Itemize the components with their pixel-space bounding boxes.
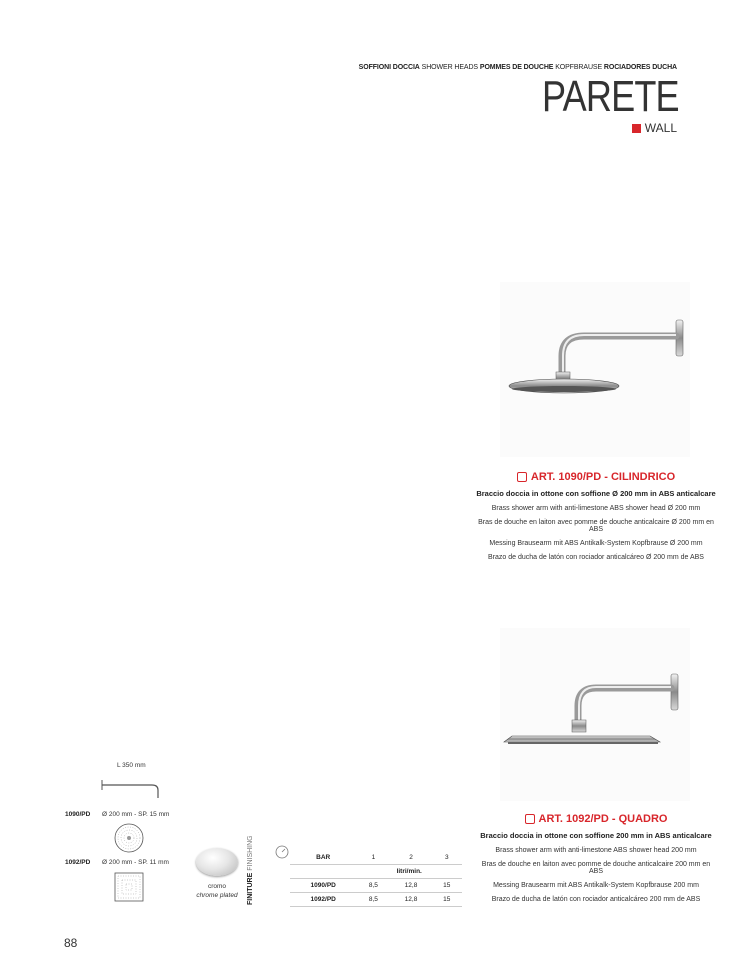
table-row [290, 893, 462, 907]
arm-length-label: L 350 mm [117, 762, 146, 769]
flow-rate-table [290, 851, 462, 907]
page-number: 88 [64, 936, 78, 950]
desc-it: Braccio doccia in ottone con soffione Ø 200 mm in ABS anticalcare [476, 489, 716, 498]
category-it: SOFFIONI DOCCIA [358, 64, 420, 71]
product-1092 [476, 813, 716, 903]
desc-de: Messing Brausearm mit ABS Antikalk-System Kopfbrause Ø 200 mm [489, 540, 703, 547]
square-head-drawing-icon [114, 872, 144, 902]
finish-label-en: FINISHING [247, 835, 254, 871]
table-header-cell: 2 [390, 851, 431, 865]
finish-vertical-label [247, 835, 254, 905]
chrome-swatch [196, 848, 238, 876]
category-fr: POMMES DE DOUCHE [479, 64, 554, 71]
table-cell: 8,5 [356, 879, 390, 893]
category-es: ROCIADORES DUCHA [603, 64, 677, 71]
checkbox-icon [525, 814, 535, 824]
table-cell: 12,8 [390, 893, 431, 907]
table-cell: 15 [432, 879, 462, 893]
product-1090 [476, 471, 716, 561]
desc-es: Brazo de ducha de latón con rociador anticalcáreo 200 mm de ABS [491, 896, 701, 903]
desc-de: Messing Brausearm mit ABS Antikalk-System Kopfbrause 200 mm [493, 882, 699, 889]
desc-es: Brazo de ducha de latón con rociador anticalcáreo Ø 200 mm de ABS [488, 554, 704, 561]
art-code: ART. 1090/PD - CILINDRICO [530, 471, 676, 483]
item-code-1092: 1092/PD [65, 859, 91, 866]
table-cell: 8,5 [356, 893, 390, 907]
art-code: ART. 1092/PD - QUADRO [538, 813, 668, 825]
table-header-cell: BAR [290, 851, 356, 865]
table-header-cell: 3 [432, 851, 462, 865]
category-header [359, 64, 677, 71]
art-title [476, 471, 716, 483]
table-cell: 12,8 [390, 879, 431, 893]
table-cell: 1092/PD [290, 893, 356, 907]
desc-it: Braccio doccia in ottone con soffione 200 mm in ABS anticalcare [480, 831, 712, 840]
desc-fr: Bras de douche en laiton avec pomme de douche anticalcaire 200 mm en ABS [481, 861, 711, 875]
item-dim-1092: Ø 200 mm - SP. 11 mm [102, 859, 169, 866]
desc-en: Brass shower arm with anti-limestone ABS shower head 200 mm [495, 847, 697, 854]
round-shower-head-icon [500, 282, 690, 457]
table-cell: 1090/PD [290, 879, 356, 893]
red-square-icon [632, 124, 641, 133]
category-de: KOPFBRAUSE [555, 64, 603, 71]
finish-label-it: FINITURE [247, 872, 254, 905]
square-shower-head-icon [500, 628, 690, 801]
desc-fr: Bras de douche en laiton avec pomme de douche anticalcaire Ø 200 mm en ABS [478, 519, 714, 533]
table-cell: 15 [432, 893, 462, 907]
finish-name-en: chrome plated [196, 892, 238, 899]
flow-unit: litri/min. [356, 865, 462, 879]
shower-arm-drawing-icon [100, 776, 162, 800]
desc-en: Brass shower arm with anti-limestone ABS shower head Ø 200 mm [491, 505, 701, 512]
pressure-gauge-icon [275, 845, 289, 859]
item-code-1090: 1090/PD [65, 811, 91, 818]
round-head-drawing-icon [114, 823, 144, 853]
item-dim-1090: Ø 200 mm - SP. 15 mm [102, 811, 170, 818]
table-cell [290, 865, 356, 879]
category-en: SHOWER HEADS [421, 64, 479, 71]
table-row [290, 879, 462, 893]
product-photo-1090 [500, 282, 690, 457]
art-title [476, 813, 716, 825]
table-unit-row [290, 865, 462, 879]
finish-name: cromo [207, 883, 227, 890]
checkbox-icon [517, 472, 527, 482]
page-title: PARETE [542, 72, 679, 121]
page-subtitle [632, 121, 677, 135]
table-header-row [290, 851, 462, 865]
subtitle-text: WALL [644, 121, 677, 135]
product-photo-1092 [500, 628, 690, 801]
table-header-cell: 1 [356, 851, 390, 865]
